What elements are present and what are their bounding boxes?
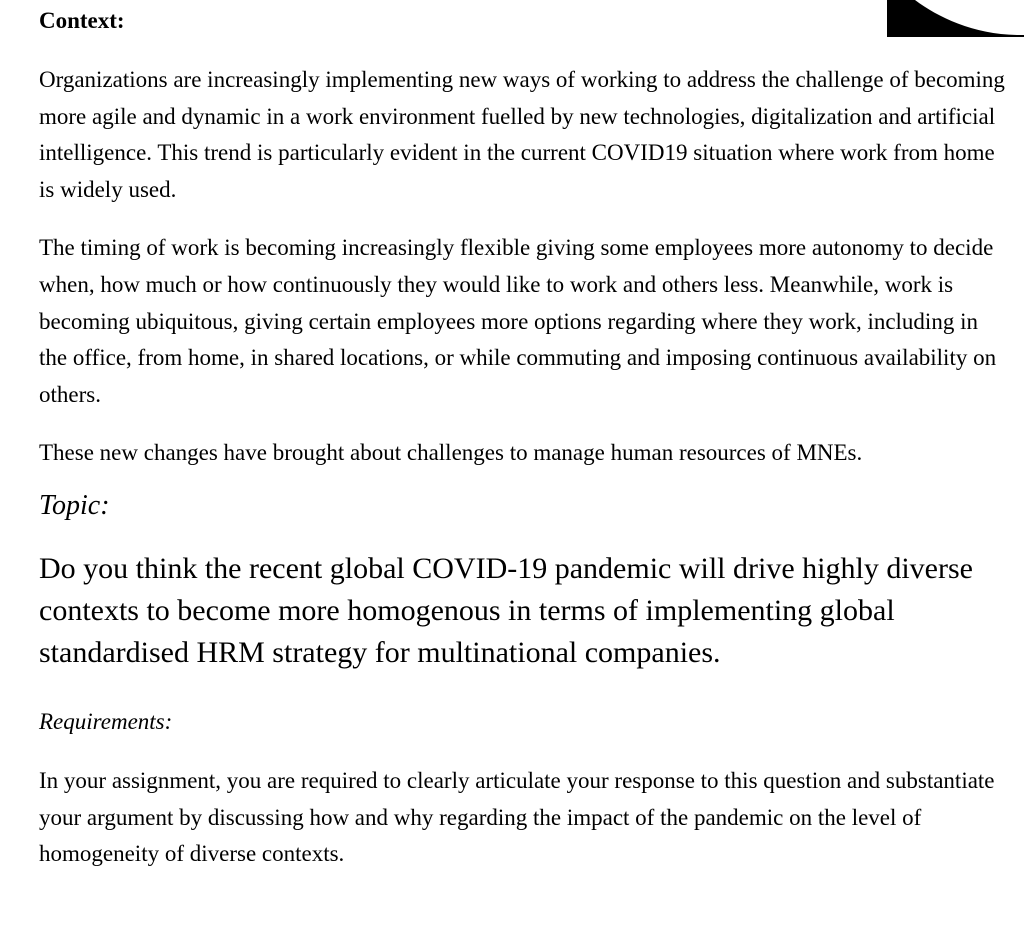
context-paragraph-1: Organizations are increasingly implementing new ways of working to address the challenge of becoming more agile and dynamic in a work environment fuelled by new technologies, digitalization and artificial intelligence. This trend is particularly evident in the current COVID19 situation where work from home is widely used. xyxy=(39,67,1005,202)
topic-question: Do you think the recent global COVID-19 pandemic will drive highly diverse contexts to become more homogenous in terms of implementing global standardised HRM strategy for multinational companies. xyxy=(39,551,973,669)
context-paragraph-2: The timing of work is becoming increasingly flexible giving some employees more autonomy to decide when, how much or how continuously they would like to work and others less. Meanwhile, work is becoming ubiquitous, giving certain employees more options regarding where they work, including in the office, from home, in shared locations, or while commuting and imposing continuous availability on others. xyxy=(39,235,997,407)
document-page xyxy=(39,0,1009,873)
context-heading: Context: xyxy=(39,8,125,33)
context-paragraph-3: These new changes have brought about challenges to manage human resources of MNEs. xyxy=(39,440,863,466)
requirements-heading: Requirements: xyxy=(39,708,173,734)
topic-heading: Topic: xyxy=(39,489,110,521)
requirements-paragraph: In your assignment, you are required to clearly articulate your response to this question and substantiate your argument by discussing how and why regarding the impact of the pandemic on the level of homogeneity of diverse contexts. xyxy=(39,767,995,867)
